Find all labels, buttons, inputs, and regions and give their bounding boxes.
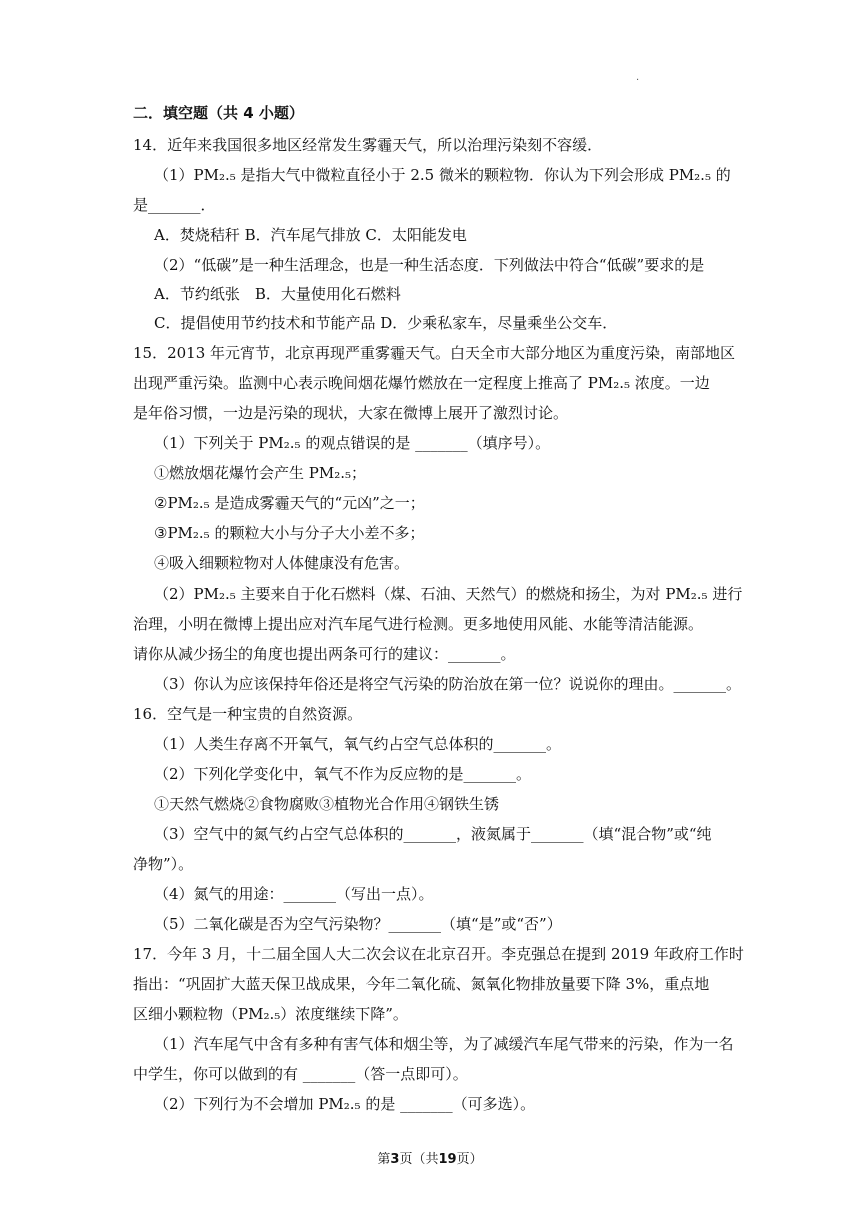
- question-15-part1-item1: ①燃放烟花爆竹会产生 PM₂.₅；: [154, 464, 367, 482]
- question-17-part2: （2）下列行为不会增加 PM₂.₅ 的是 _______（可多选）。: [154, 1095, 536, 1113]
- question-16-part5: （5）二氧化碳是否为空气污染物？_______（填“是”或“否”）: [154, 915, 562, 933]
- question-15-stem-line1: 15．2013 年元宵节，北京再现严重雾霾天气。白天全市大部分地区为重度污染，南部地区: [133, 344, 736, 362]
- question-14-part1-options: A．焚烧秸秆 B．汽车尾气排放 C．太阳能发电: [154, 226, 467, 244]
- question-15-part2-line3: 请你从减少扬尘的角度也提出两条可行的建议：_______。: [133, 645, 516, 663]
- question-15-part1-item3: ③PM₂.₅ 的颗粒大小与分子大小差不多；: [154, 524, 425, 542]
- question-16-part2: （2）下列化学变化中，氧气不作为反应物的是_______。: [154, 765, 532, 783]
- question-17-stem-line1: 17．今年 3 月，十二届全国人大二次会议在北京召开。李克强总在提到 2019 年政府工作时: [133, 945, 744, 963]
- question-16-part3-line1: （3）空气中的氮气约占空气总体积的_______，液氮属于_______（填“混合物”或“纯: [154, 825, 712, 843]
- question-15-part2-line1: （2）PM₂.₅ 主要来自于化石燃料（煤、石油、天然气）的燃烧和扬尘，为对 PM₂.₅ 进行: [154, 585, 743, 603]
- header-mark: .: [636, 72, 640, 83]
- footer-suffix: 页）: [456, 1152, 483, 1167]
- question-15-part3: （3）你认为应该保持年俗还是将空气污染的防治放在第一位？说说你的理由。_______。: [154, 675, 742, 693]
- footer-total-pages: 19: [438, 1152, 457, 1167]
- page-footer: [0, 1151, 860, 1169]
- question-14-stem: 14．近年来我国很多地区经常发生雾霾天气，所以治理污染刻不容缓．: [133, 136, 603, 154]
- section-title: 二．填空题（共 4 小题）: [133, 104, 304, 122]
- question-14-part1-line1: （1）PM₂.₅ 是指大气中微粒直径小于 2.5 微米的颗粒物．你认为下列会形成 PM₂.₅ 的: [154, 166, 731, 184]
- question-14-part2-stem: （2）“低碳”是一种生活理念，也是一种生活态度．下列做法中符合“低碳”要求的是: [154, 256, 705, 274]
- question-16-part2-options: ①天然气燃烧②食物腐败③植物光合作用④钢铁生锈: [154, 795, 500, 813]
- question-14-part1-line2: 是_______．: [133, 196, 216, 214]
- question-16-part1: （1）人类生存离不开氧气，氧气约占空气总体积的_______。: [154, 735, 562, 753]
- question-16-part3-line2: 净物”）。: [133, 855, 194, 873]
- question-17-stem-line2: 指出：“巩固扩大蓝天保卫战成果，今年二氧化硫、氮氧化物排放量要下降 3%，重点地: [133, 975, 710, 993]
- footer-prefix: 第: [377, 1152, 391, 1167]
- question-15-part2-line2: 治理，小明在微博上提出应对汽车尾气进行检测。更多地使用风能、水能等清洁能源。: [133, 615, 704, 633]
- question-15-part1-item2: ②PM₂.₅ 是造成雾霾天气的“元凶”之一；: [154, 494, 425, 512]
- footer-middle: 页（共: [399, 1152, 439, 1167]
- question-16-stem: 16．空气是一种宝贵的自然资源。: [133, 705, 363, 723]
- footer-page-number: 3: [390, 1152, 400, 1167]
- question-15-stem-line2: 出现严重污染。监测中心表示晚间烟花爆竹燃放在一定程度上推高了 PM₂.₅ 浓度。一边: [133, 374, 710, 392]
- question-16-part4: （4）氮气的用途：_______（写出一点）。: [154, 885, 434, 903]
- question-15-part1-stem: （1）下列关于 PM₂.₅ 的观点错误的是 _______（填序号）。: [154, 434, 551, 452]
- question-17-part1-line1: （1）汽车尾气中含有多种有害气体和烟尘等，为了减缓汽车尾气带来的污染，作为一名: [154, 1035, 734, 1053]
- question-14-part2-options-ab: A．节约纸张 B．大量使用化石燃料: [154, 285, 401, 303]
- question-15-stem-line3: 是年俗习惯，一边是污染的现状，大家在微博上展开了激烈讨论。: [133, 404, 569, 422]
- question-14-part2-options-cd: C．提倡使用节约技术和节能产品 D．少乘私家车，尽量乘坐公交车．: [154, 314, 618, 332]
- question-17-stem-line3: 区细小颗粒物（PM₂.₅）浓度继续下降”。: [133, 1005, 408, 1023]
- question-15-part1-item4: ④吸入细颗粒物对人体健康没有危害。: [154, 554, 410, 572]
- question-17-part1-line2: 中学生，你可以做到的有 _______（答一点即可）。: [133, 1065, 468, 1083]
